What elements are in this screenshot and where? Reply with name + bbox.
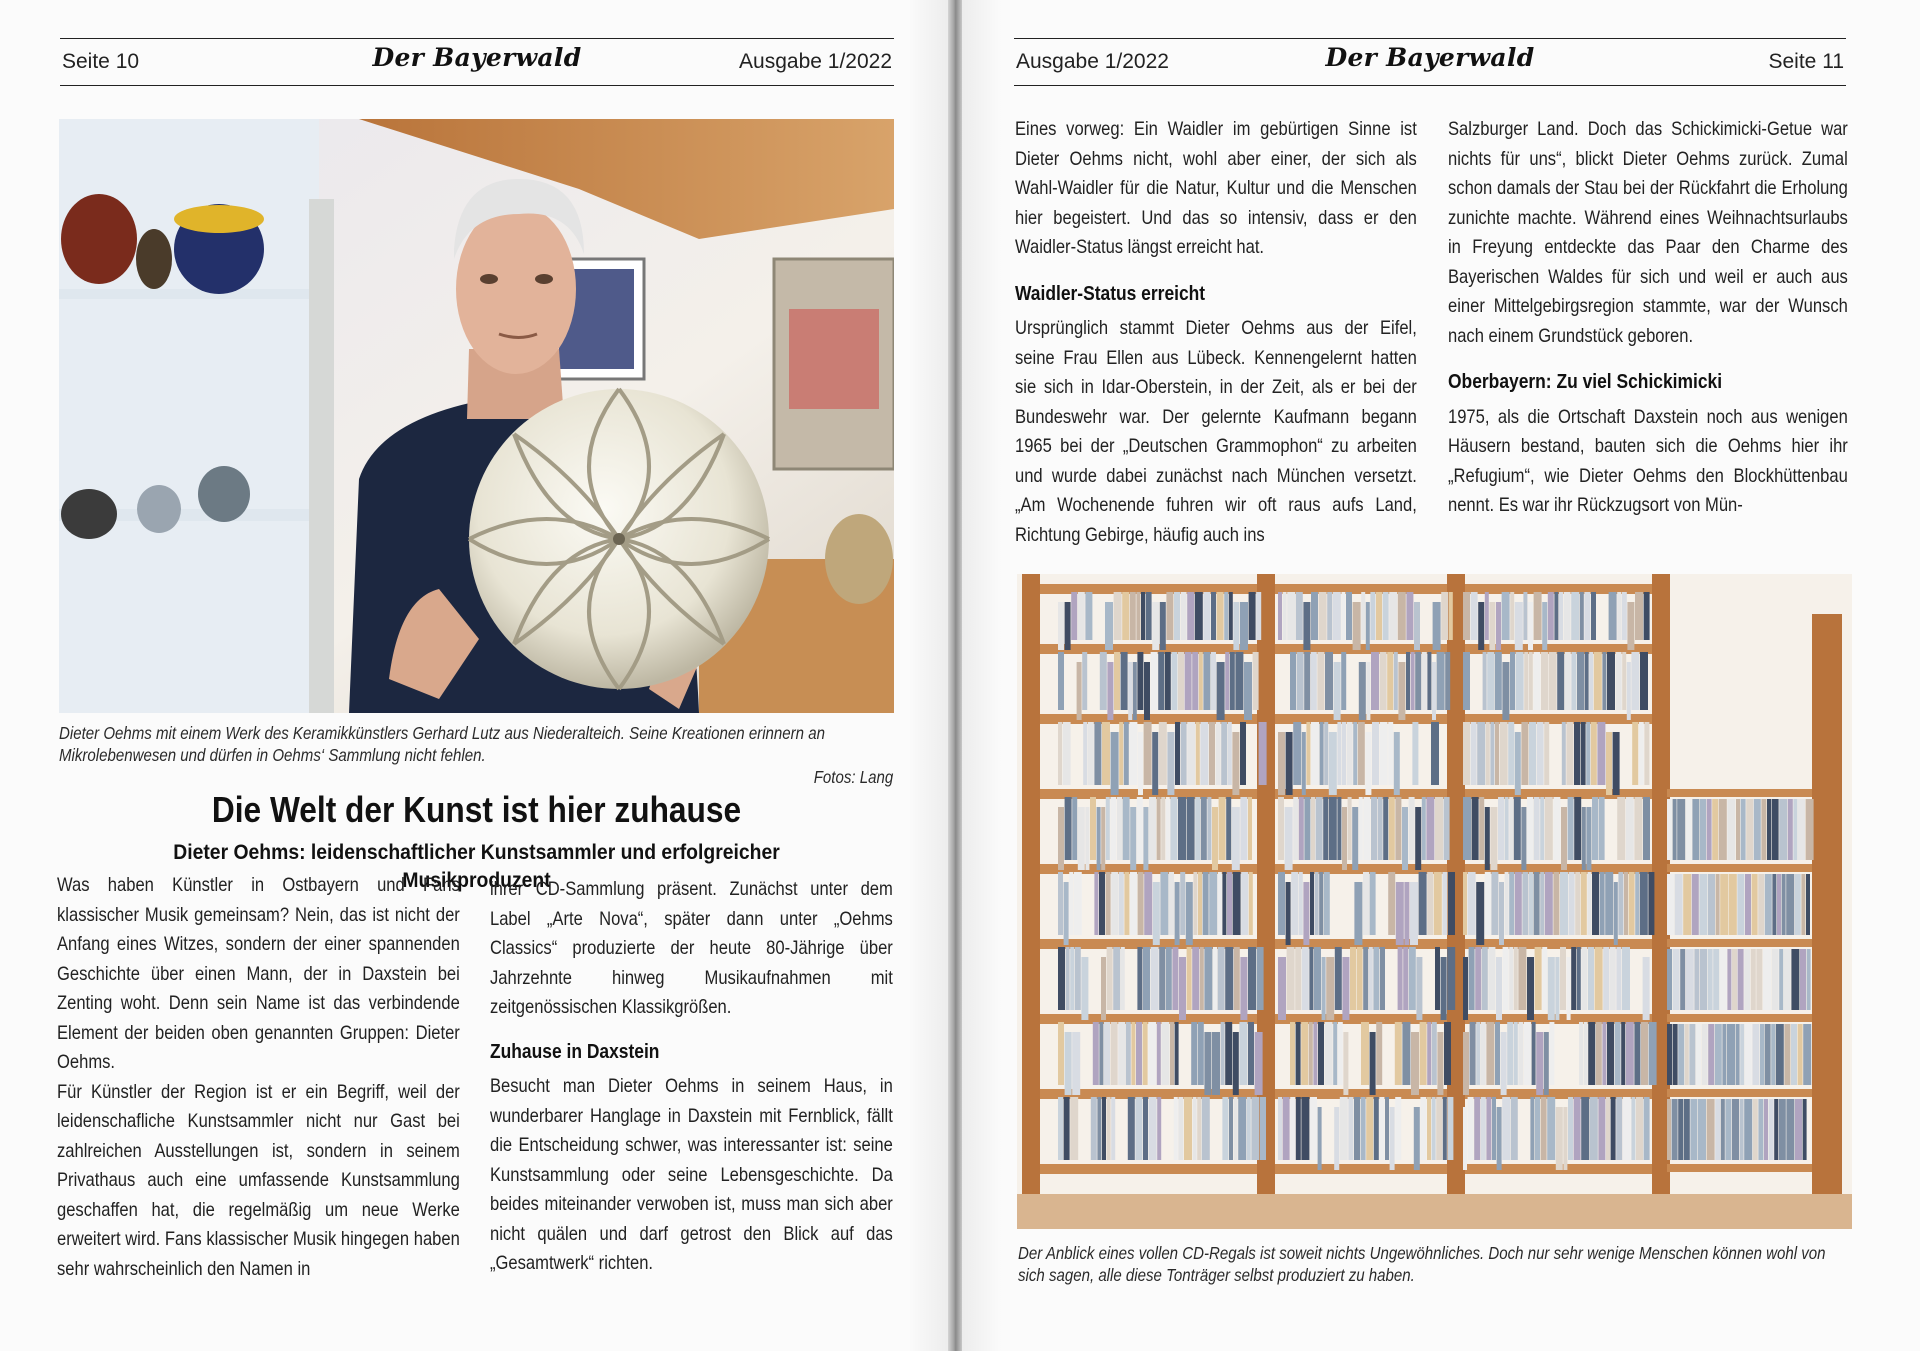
photo-portrait-icon xyxy=(59,119,894,713)
masthead-logo: Der Bayerwald xyxy=(372,43,582,72)
text-column-2 xyxy=(490,875,893,1279)
book-gutter xyxy=(948,0,962,1351)
photo-caption xyxy=(59,722,893,788)
article-headline: Die Welt der Kunst ist hier zuhause xyxy=(211,789,742,830)
paragraph: Ursprünglich stammt Dieter Oehms aus der Eifel, seine Frau Ellen aus Lübeck. Kennengelernt hatten sie sich in Idar-Oberstein, in der Zeit, als er bei der Bundeswehr war. Der gelernte Kaufmann begann 1965 bei der „Deutschen Grammophon“ zu arbeiten und wurde dabei zunächst nach München versetzt. „Am Wochenende fuhren wir oft raus aufs Land, Richtung Gebirge, häufig auch ins xyxy=(1015,317,1417,546)
photo-cd-shelf-icon xyxy=(1017,574,1852,1229)
page-header-right xyxy=(1014,38,1846,86)
article-subheadline: Dieter Oehms: leidenschaftlicher Kunstsammler und erfolgreicher Musikproduzent xyxy=(173,840,780,892)
page-header-left xyxy=(60,38,894,86)
section-heading: Oberbayern: Zu viel Schickimicki xyxy=(1448,370,1723,393)
left-page xyxy=(0,0,948,1351)
caption-text: Der Anblick eines vollen CD-Regals ist soweit nichts Ungewöhnliches. Doch nur sehr wenige Menschen können wohl von sich sagen, alle diese Tonträger selbst produziert zu haben. xyxy=(1018,1243,1826,1285)
page-number: Seite 11 xyxy=(1768,50,1844,73)
text-column-2 xyxy=(1448,115,1848,521)
issue-label: Ausgabe 1/2022 xyxy=(739,50,892,73)
paragraph: Was haben Künstler in Ostbayern und Fans klassischer Musik gemeinsam? Nein, das ist nicht der Anfang eines Witzes, sondern der einer spannenden Geschichte über einen Mann, der in Daxstein bei Zenting woht. Denn sein Name ist das verbindende Element der beiden oben genannten Gruppen: Dieter Oehms. xyxy=(57,874,460,1073)
page-shade xyxy=(908,0,948,1351)
right-page xyxy=(962,0,1920,1351)
page-number: Seite 10 xyxy=(62,50,140,73)
text-column-1 xyxy=(57,871,460,1284)
paragraph: Für Künstler der Region ist er ein Begriff, weil der leidenschafliche Kunstsammler nicht nur Gast bei zahlreichen Ausstellungen ist, sondern in seinem Privathaus auch eine umfassende Kunstsammlung geschaffen hat, die regelmäßig um neue Werke erweitert wird. Fans klassischer Musik hingegen haben sehr wahrscheinlich den Namen in xyxy=(57,1080,460,1280)
paragraph: ihrer CD-Sammlung präsent. Zunächst unter dem Label „Arte Nova“, später dann unter „Oehms Classics“ produzierte der heute 80-Jährige über Jahrzehnte hinweg Musikaufnahmen mit zeitgenössischen Klassikgrößen. xyxy=(490,878,893,1018)
page-shade xyxy=(962,0,1002,1351)
section-heading: Waidler-Status erreicht xyxy=(1015,281,1206,305)
photo-cd-shelf xyxy=(1017,574,1852,1229)
caption-text: Dieter Oehms mit einem Werk des Keramikkünstlers Gerhard Lutz aus Niederalteich. Seine Kreationen erinnern an Mikrolebenwesen und dürfen in Oehms‘ Sammlung nicht fehlen. xyxy=(59,723,825,765)
masthead-logo: Der Bayerwald xyxy=(1325,43,1535,72)
paragraph: Besucht man Dieter Oehms in seinem Haus, in wunderbarer Hanglage in Daxstein mit Fernblick, fällt die Entscheidung schwer, was interessanter ist: seine Kunstsammlung oder seine Lebensgeschichte. Da beides miteinander verwoben ist, muss man sich aber nicht quälen und darf getrost den Blick auf das „Gesamtwerk“ richten. xyxy=(490,1075,893,1274)
photo-credit: Fotos: Lang xyxy=(813,767,894,787)
issue-label: Ausgabe 1/2022 xyxy=(1016,50,1169,73)
section-heading: Zuhause in Daxstein xyxy=(490,1039,660,1063)
photo-caption xyxy=(1018,1242,1852,1286)
paragraph: 1975, als die Ortschaft Daxstein noch aus wenigen Häusern bestand, bauten sich die Oehms hier ihr „Refugium“, wie Dieter Oehms den Blockhüttenbau nennt. Es war ihr Rückzugsort von Mün- xyxy=(1448,405,1848,516)
paragraph: Salzburger Land. Doch das Schickimicki-Getue war nichts für uns“, blickt Dieter Oehms zurück. Zumal schon damals der Stau bei der Rückfahrt die Erholung zunichte machte. Während eines Weihnachtsurlaubs in Freyung entdeckte das Paar den Charme des Bayerischen Waldes für sich und weil er auch aus einer Mittelgebirgsregion stammte, war der Wunsch nach einem Grundstück geboren. xyxy=(1448,118,1848,347)
photo-portrait-collector xyxy=(59,119,894,713)
paragraph: Eines vorweg: Ein Waidler im gebürtigen Sinne ist Dieter Oehms nicht, wohl aber einer, der sich als Wahl-Waidler für die Natur, Kultur und die Menschen hier begeistert. Und das so intensiv, dass er den Waidler-Status längst erreicht hat. xyxy=(1015,118,1417,258)
text-column-1 xyxy=(1015,115,1417,550)
